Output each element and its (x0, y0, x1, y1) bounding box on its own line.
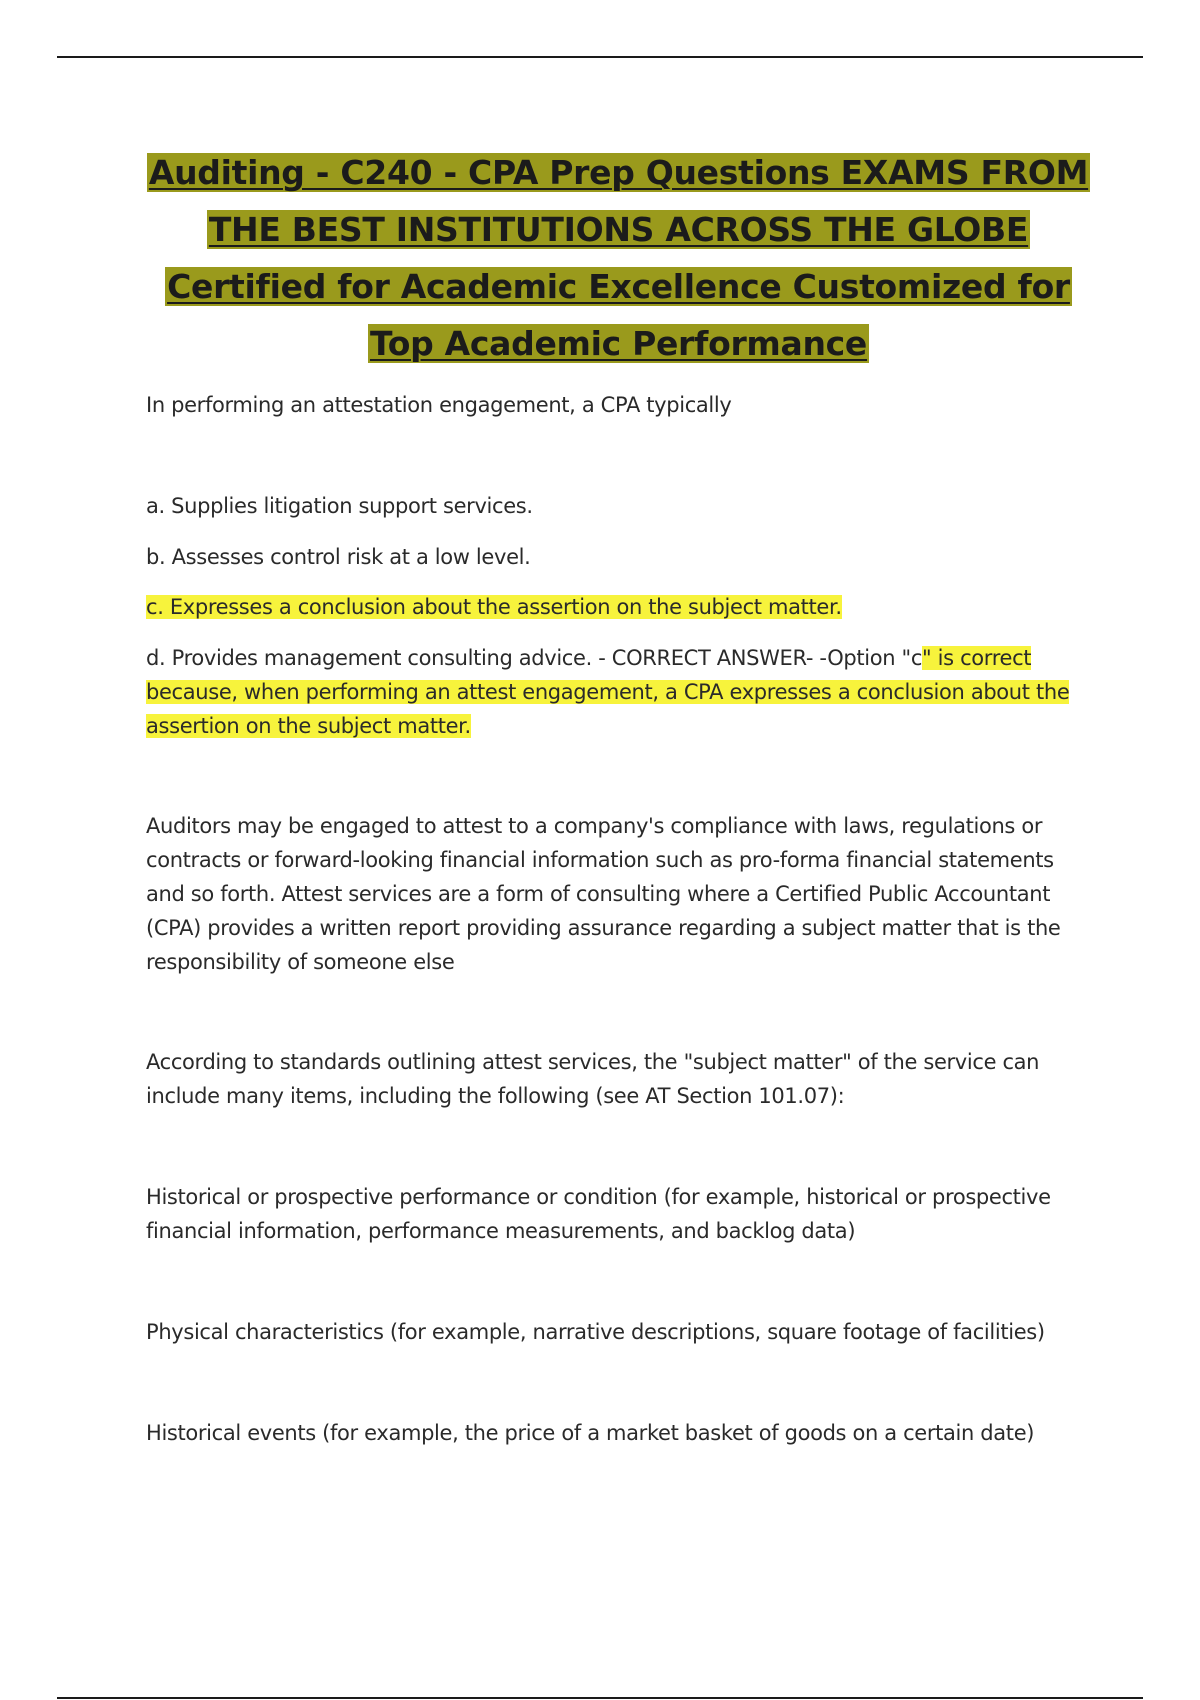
paragraph-historical-events: Historical events (for example, the price of a market basket of goods on a certain date) (146, 1421, 1035, 1445)
option-a: a. Supplies litigation support services. (146, 494, 533, 518)
paragraph-subject-matter: According to standards outlining attest services, the "subject matter" of the service can include many items, including the following (see AT Section 101.07): (146, 1050, 1040, 1108)
document-body (146, 144, 1091, 372)
top-divider (57, 56, 1143, 58)
document-title (146, 144, 1091, 372)
paragraph-historical-performance: Historical or prospective performance or condition (for example, historical or prospective financial information, performance measurements, and backlog data) (146, 1185, 1051, 1243)
option-c (146, 590, 1091, 624)
title-line-3: Certified for Academic Excellence Customized for (167, 267, 1070, 306)
question-text: In performing an attestation engagement, a CPA typically (146, 393, 732, 417)
answer-highlight-3: assertion on the subject matter. (146, 714, 471, 738)
title-line-1: Auditing - C240 - CPA Prep Questions EXAMS FROM (148, 153, 1089, 192)
paragraph-physical-characteristics: Physical characteristics (for example, narrative descriptions, square footage of facilities) (146, 1320, 1045, 1344)
title-line-4: Top Academic Performance (369, 324, 868, 363)
option-d-answer (146, 641, 1091, 743)
bottom-divider (57, 1697, 1143, 1699)
answer-highlight-1: " is correct (922, 646, 1032, 670)
option-c-highlight: c. Expresses a conclusion about the assertion on the subject matter. (146, 595, 842, 619)
option-d-text: d. Provides management consulting advice. - CORRECT ANSWER- -Option "c (146, 646, 923, 670)
title-line-2: THE BEST INSTITUTIONS ACROSS THE GLOBE (208, 210, 1029, 249)
option-b: b. Assesses control risk at a low level. (146, 545, 531, 569)
answer-highlight-2: because, when performing an attest engagement, a CPA expresses a conclusion about the (146, 680, 1070, 704)
paragraph-attest-overview: Auditors may be engaged to attest to a company's compliance with laws, regulations or contracts or forward-looking financial information such as pro-forma financial statements and so forth. Attest services are a form of consulting where a Certified Public Accountant (CPA) provides a written report providing assurance regarding a subject matter that is the responsibility of someone else (146, 814, 1061, 974)
